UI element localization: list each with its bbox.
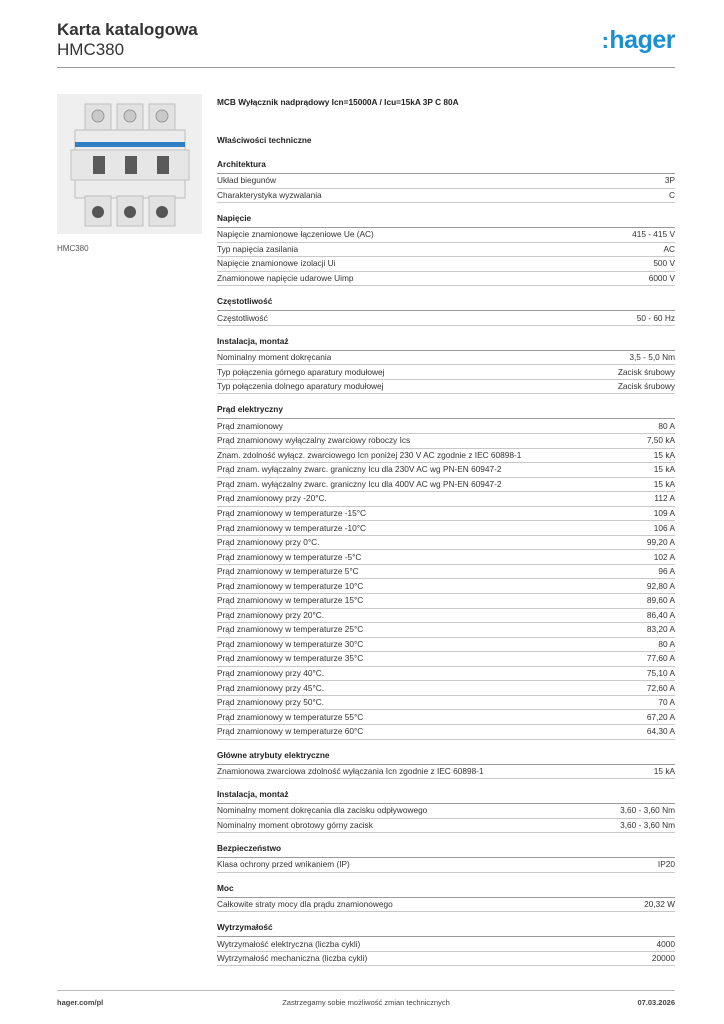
spec-label: Charakterystyka wyzwalania	[217, 189, 322, 200]
spec-row	[217, 351, 675, 366]
spec-section	[217, 883, 675, 913]
spec-row	[217, 311, 675, 326]
spec-value: 20,32 W	[644, 898, 675, 909]
spec-label: Znamionowa zwarciowa zdolność wyłączania Icn zgodnie z IEC 60898-1	[217, 765, 484, 776]
header-divider	[57, 67, 675, 68]
spec-section	[217, 296, 675, 326]
properties-heading: Właściwości techniczne	[217, 135, 312, 145]
spec-value: 3,60 - 3,60 Nm	[620, 805, 675, 816]
spec-label: Prąd znamionowy w temperaturze -10°C	[217, 522, 367, 533]
spec-row	[217, 579, 675, 594]
spec-value: 80 A	[658, 638, 675, 649]
spec-label: Napięcie znamionowe łączeniowe Ue (AC)	[217, 229, 374, 240]
section-title: Główne atrybuty elektryczne	[217, 750, 675, 765]
spec-value: Zacisk śrubowy	[617, 366, 675, 377]
product-code: HMC380	[57, 40, 125, 59]
spec-value: 15 kA	[653, 449, 675, 460]
spec-row	[217, 243, 675, 258]
spec-label: Prąd znam. wyłączalny zwarc. graniczny Icu dla 400V AC wg PN-EN 60947-2	[217, 478, 502, 489]
spec-row	[217, 594, 675, 609]
spec-row	[217, 449, 675, 464]
spec-label: Prąd znamionowy w temperaturze 35°C	[217, 653, 364, 664]
spec-section	[217, 789, 675, 833]
spec-value: C	[669, 189, 675, 200]
spec-row	[217, 521, 675, 536]
spec-value: 67,20 A	[646, 711, 675, 722]
spec-value: 4000	[656, 938, 675, 949]
technical-content	[217, 96, 675, 976]
spec-section	[217, 404, 675, 739]
section-title: Napięcie	[217, 213, 675, 228]
document-title: Karta katalogowa	[57, 20, 198, 39]
product-image-caption: HMC380	[57, 244, 89, 253]
spec-sections	[217, 159, 675, 966]
spec-value: Zacisk śrubowy	[617, 381, 675, 392]
footer-website-link[interactable]: hager.com/pl	[57, 998, 104, 1007]
spec-row	[217, 696, 675, 711]
spec-row	[217, 463, 675, 478]
spec-row	[217, 189, 675, 204]
section-title: Moc	[217, 883, 675, 898]
spec-value: 89,60 A	[646, 595, 675, 606]
spec-label: Prąd znamionowy przy 20°C.	[217, 609, 325, 620]
spec-value: 83,20 A	[646, 624, 675, 635]
spec-value: 3,60 - 3,60 Nm	[620, 819, 675, 830]
spec-value: 99,20 A	[646, 537, 675, 548]
circuit-breaker-icon	[57, 94, 202, 234]
spec-row	[217, 609, 675, 624]
spec-label: Układ biegunów	[217, 175, 277, 186]
spec-label: Typ połączenia górnego aparatury modułowej	[217, 366, 385, 377]
spec-label: Prąd znamionowy w temperaturze 25°C	[217, 624, 364, 635]
spec-label: Prąd znamionowy przy 40°C.	[217, 668, 325, 679]
spec-row	[217, 623, 675, 638]
spec-label: Nominalny moment obrotowy górny zacisk	[217, 819, 373, 830]
spec-row	[217, 272, 675, 287]
section-title: Bezpieczeństwo	[217, 843, 675, 858]
spec-label: Znamionowe napięcie udarowe Uimp	[217, 273, 354, 283]
spec-value: 415 - 415 V	[632, 229, 675, 240]
section-title: Wytrzymałość	[217, 922, 675, 937]
spec-label: Klasa ochrony przed wnikaniem (IP)	[217, 859, 350, 870]
spec-row	[217, 667, 675, 682]
spec-label: Nominalny moment dokręcania dla zacisku odpływowego	[217, 805, 428, 816]
spec-value: 77,60 A	[646, 653, 675, 664]
spec-value: 50 - 60 Hz	[636, 312, 675, 323]
spec-label: Prąd znamionowy w temperaturze 60°C	[217, 726, 364, 737]
spec-section	[217, 336, 675, 395]
spec-row	[217, 710, 675, 725]
spec-label: Typ napięcia zasilania	[217, 243, 299, 254]
spec-label: Typ połączenia dolnego aparatury modułowej	[217, 381, 384, 392]
spec-label: Prąd znamionowy w temperaturze 15°C	[217, 595, 364, 606]
section-title: Prąd elektryczny	[217, 404, 675, 419]
spec-label: Prąd znamionowy w temperaturze -15°C	[217, 508, 367, 519]
spec-row	[217, 257, 675, 272]
spec-value: 86,40 A	[646, 609, 675, 620]
footer-notice: Zastrzegamy sobie możliwość zmian technicznych	[282, 998, 450, 1007]
spec-value: 72,60 A	[646, 682, 675, 693]
spec-row	[217, 725, 675, 740]
spec-row	[217, 858, 675, 873]
spec-value: 75,10 A	[646, 668, 675, 679]
spec-row	[217, 804, 675, 819]
spec-row	[217, 365, 675, 380]
section-title: Instalacja, montaż	[217, 789, 675, 804]
footer-date: 07.03.2026	[637, 998, 675, 1007]
section-title: Architektura	[217, 159, 675, 174]
spec-label: Prąd znamionowy w temperaturze 30°C	[217, 638, 364, 649]
spec-row	[217, 536, 675, 551]
spec-value: 64,30 A	[646, 726, 675, 737]
section-title: Instalacja, montaż	[217, 336, 675, 351]
spec-row	[217, 819, 675, 834]
spec-row	[217, 765, 675, 780]
spec-row	[217, 937, 675, 952]
spec-label: Prąd znamionowy przy 0°C.	[217, 537, 320, 548]
spec-value: 500 V	[653, 258, 675, 269]
spec-label: Prąd znamionowy w temperaturze -5°C	[217, 551, 362, 562]
spec-row	[217, 507, 675, 522]
spec-label: Prąd znamionowy w temperaturze 55°C	[217, 711, 364, 722]
spec-row	[217, 898, 675, 913]
spec-row	[217, 228, 675, 243]
spec-row	[217, 419, 675, 434]
spec-label: Napięcie znamionowe izolacji Ui	[217, 258, 336, 269]
spec-row	[217, 478, 675, 493]
spec-row	[217, 550, 675, 565]
spec-row	[217, 652, 675, 667]
spec-value: 15 kA	[653, 478, 675, 489]
spec-label: Prąd znamionowy przy 45°C.	[217, 682, 325, 693]
product-image	[57, 94, 202, 234]
spec-value: 102 A	[653, 551, 675, 562]
spec-row	[217, 565, 675, 580]
spec-label: Prąd znamionowy	[217, 420, 283, 431]
spec-label: Prąd znamionowy przy -20°C.	[217, 493, 327, 504]
spec-label: Prąd znamionowy w temperaturze 5°C	[217, 566, 359, 577]
spec-value: 106 A	[653, 522, 675, 533]
spec-value: 3,5 - 5,0 Nm	[629, 352, 675, 363]
spec-value: AC	[663, 243, 675, 254]
spec-value: 7,50 kA	[646, 435, 675, 446]
spec-label: Wytrzymałość mechaniczna (liczba cykli)	[217, 953, 368, 964]
spec-label: Prąd znam. wyłączalny zwarc. graniczny Icu dla 230V AC wg PN-EN 60947-2	[217, 464, 502, 475]
spec-value: 15 kA	[653, 765, 675, 776]
spec-section	[217, 159, 675, 203]
spec-row	[217, 681, 675, 696]
spec-value: 109 A	[653, 508, 675, 519]
spec-value: 70 A	[658, 697, 675, 708]
brand-name: hager	[609, 26, 675, 54]
spec-label: Częstotliwość	[217, 312, 268, 323]
spec-section	[217, 213, 675, 286]
spec-value: 92,80 A	[646, 580, 675, 591]
spec-row	[217, 638, 675, 653]
spec-label: Wytrzymałość elektryczna (liczba cykli)	[217, 938, 361, 949]
spec-label: Prąd znamionowy wyłączalny zwarciowy roboczy Ics	[217, 435, 411, 446]
spec-value: 112 A	[654, 493, 675, 504]
spec-label: Nominalny moment dokręcania	[217, 352, 332, 363]
spec-row	[217, 174, 675, 189]
spec-label: Prąd znamionowy w temperaturze 10°C	[217, 580, 364, 591]
spec-row	[217, 434, 675, 449]
spec-value: IP20	[657, 859, 675, 870]
spec-row	[217, 492, 675, 507]
hager-logo: :hager	[601, 26, 675, 54]
section-title: Częstotliwość	[217, 296, 675, 311]
page-header	[57, 20, 675, 70]
spec-label: Znam. zdolność wyłącz. zwarciowego Icn poniżej 230 V AC zgodnie z IEC 60898-1	[217, 449, 522, 460]
spec-row	[217, 952, 675, 967]
spec-label: Całkowite straty mocy dla prądu znamionowego	[217, 898, 393, 909]
spec-value: 6000 V	[648, 273, 675, 283]
spec-value: 96 A	[658, 566, 675, 577]
spec-value: 80 A	[658, 420, 675, 431]
spec-value: 20000	[651, 953, 675, 964]
spec-row	[217, 380, 675, 395]
product-description: MCB Wyłącznik nadprądowy Icn=15000A / Icu=15kA 3P C 80A	[217, 97, 459, 107]
footer-divider	[57, 990, 675, 991]
spec-section	[217, 750, 675, 780]
spec-section	[217, 843, 675, 873]
spec-section	[217, 922, 675, 966]
page-footer	[57, 998, 675, 1010]
spec-value: 3P	[664, 175, 675, 186]
spec-value: 15 kA	[653, 464, 675, 475]
spec-label: Prąd znamionowy przy 50°C.	[217, 697, 325, 708]
